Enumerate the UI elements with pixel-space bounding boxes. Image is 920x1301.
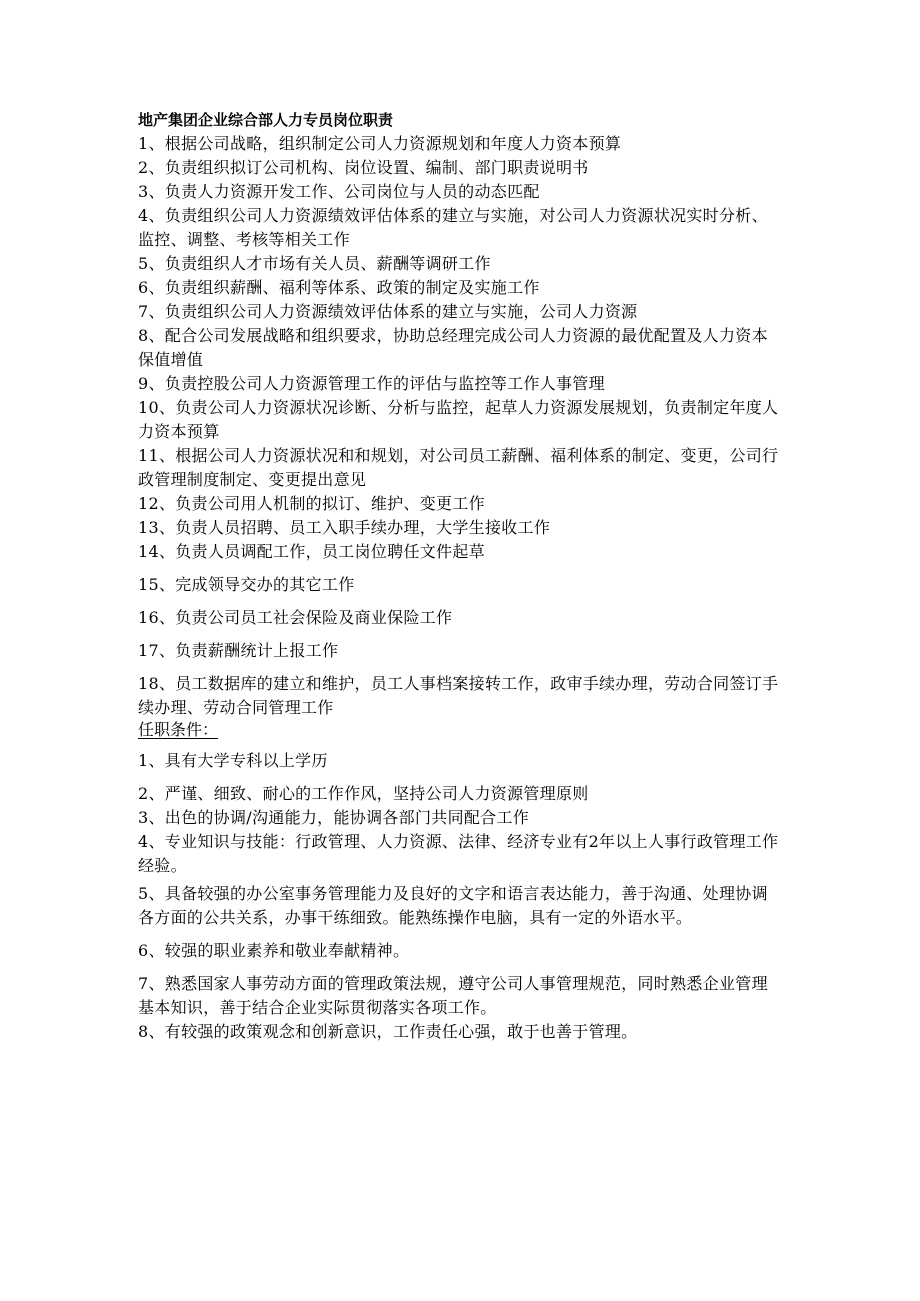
requirement-item-3: 3、出色的协调/沟通能力，能协调各部门共同配合工作 bbox=[138, 808, 530, 827]
duty-item-9: 9、负责控股公司人力资源管理工作的评估与监控等工作人事管理 bbox=[138, 374, 605, 393]
duty-item-8: 8、配合公司发展战略和组织要求，协助总经理完成公司人力资源的最优配置及人力资本保值增值 bbox=[138, 326, 768, 369]
document-title: 地产集团企业综合部人力专员岗位职责 bbox=[138, 111, 394, 129]
duty-item-5: 5、负责组织人才市场有关人员、薪酬等调研工作 bbox=[138, 254, 491, 273]
requirement-item-7: 7、熟悉国家人事劳动方面的管理政策法规，遵守公司人事管理规范，同时熟悉企业管理基本知识，善于结合企业实际贯彻落实各项工作。 bbox=[138, 974, 768, 1017]
requirement-item-6: 6、较强的职业素养和敬业奉献精神。 bbox=[138, 941, 410, 960]
requirement-item-1: 1、具有大学专科以上学历 bbox=[138, 751, 328, 770]
duty-item-2: 2、负责组织拟订公司机构、岗位设置、编制、部门职责说明书 bbox=[138, 158, 589, 177]
duty-item-6: 6、负责组织薪酬、福利等体系、政策的制定及实施工作 bbox=[138, 278, 540, 297]
duty-item-4: 4、负责组织公司人力资源绩效评估体系的建立与实施，对公司人力资源状况实时分析、监控、调整、考核等相关工作 bbox=[138, 206, 768, 249]
requirements-heading: 任职条件： bbox=[138, 720, 219, 739]
duty-item-13: 13、负责人员招聘、员工入职手续办理，大学生接收工作 bbox=[138, 518, 551, 537]
requirement-item-4: 4、专业知识与技能：行政管理、人力资源、法律、经济专业有2年以上人事行政管理工作经验。 bbox=[138, 832, 779, 875]
duty-item-12: 12、负责公司用人机制的拟订、维护、变更工作 bbox=[138, 494, 485, 513]
duty-item-1: 1、根据公司战略，组织制定公司人力资源规划和年度人力资本预算 bbox=[138, 134, 622, 153]
duty-item-3: 3、负责人力资源开发工作、公司岗位与人员的动态匹配 bbox=[138, 182, 540, 201]
document-page bbox=[138, 108, 783, 1044]
duty-item-16: 16、负责公司员工社会保险及商业保险工作 bbox=[138, 608, 453, 627]
duty-item-15: 15、完成领导交办的其它工作 bbox=[138, 575, 355, 594]
duty-item-7: 7、负责组织公司人力资源绩效评估体系的建立与实施，公司人力资源 bbox=[138, 302, 638, 321]
duty-item-17: 17、负责薪酬统计上报工作 bbox=[138, 641, 339, 660]
duty-item-10: 10、负责公司人力资源状况诊断、分析与监控，起草人力资源发展规划，负责制定年度人力资本预算 bbox=[138, 398, 779, 441]
duty-item-18: 18、员工数据库的建立和维护，员工人事档案接转工作，政审手续办理，劳动合同签订手续办理、劳动合同管理工作 bbox=[138, 674, 779, 717]
requirement-item-8: 8、有较强的政策观念和创新意识，工作责任心强，敢于也善于管理。 bbox=[138, 1022, 638, 1041]
requirement-item-5: 5、具备较强的办公室事务管理能力及良好的文字和语言表达能力，善于沟通、处理协调各方面的公共关系，办事干练细致。能熟练操作电脑，具有一定的外语水平。 bbox=[138, 884, 768, 927]
duty-item-14: 14、负责人员调配工作，员工岗位聘任文件起草 bbox=[138, 542, 485, 561]
requirement-item-2: 2、严谨、细致、耐心的工作作风，坚持公司人力资源管理原则 bbox=[138, 784, 589, 803]
duty-item-11: 11、根据公司人力资源状况和和规划，对公司员工薪酬、福利体系的制定、变更，公司行政管理制度制定、变更提出意见 bbox=[138, 446, 779, 489]
